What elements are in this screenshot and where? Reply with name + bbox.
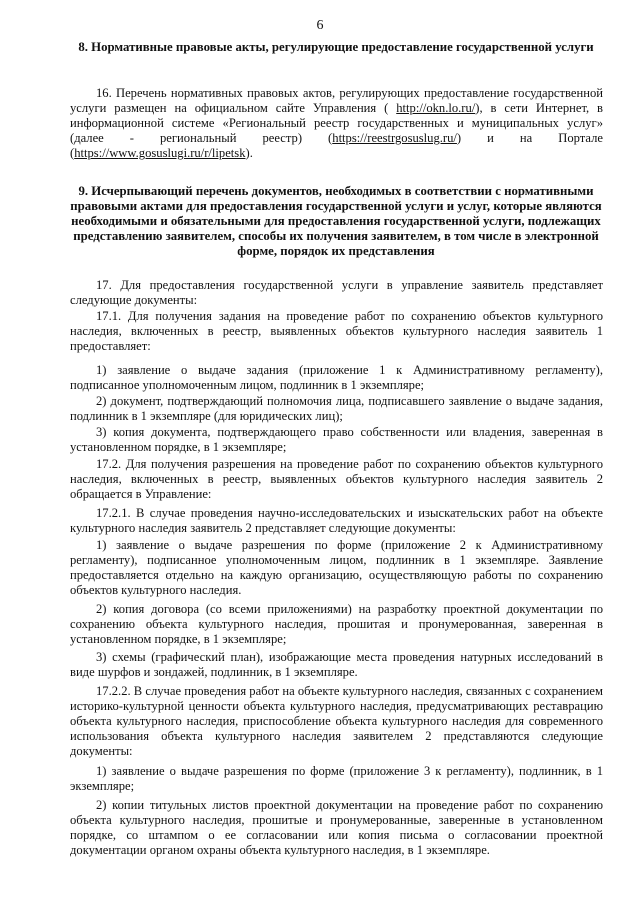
paragraph-16-text-b: ), в сети Интернет, в информационной системе «Региональный реестр государственных и муниципальных услуг» (далее - региональный реестр) ( — [70, 101, 604, 146]
paragraph-17-1-item-2: 2) документ, подтверждающий полномочия лица, подписавшего заявление о выдаче задания, подлинник в 1 экземпляре (для юридических лиц); — [70, 394, 603, 424]
section-9-heading: 9. Исчерпывающий перечень документов, необходимых в соответствии с нормативными правовыми актами для предоставления государственной услуги и услуг, которые являются необходимыми и обязательными для предоставления государственной услуги, подлежащих представлению заявителем, способы их получения заявителем, в том числе в электронной форме, порядок их представления — [70, 184, 602, 258]
section-8-heading: 8. Нормативные правовые акты, регулирующие предоставление государственной услуги — [78, 40, 594, 54]
link-reestr[interactable]: https://reestrgosuslug.ru/ — [332, 131, 457, 146]
paragraph-17-2-1-item-3: 3) схемы (графический план), изображающие места проведения натурных исследований в виде шурфов и зондажей, подлинник, в 1 экземпляре. — [70, 650, 603, 680]
paragraph-17-2-2-item-1: 1) заявление о выдаче разрешения по форме (приложение 3 к регламенту), подлинник, в 1 экземпляре; — [70, 764, 603, 794]
paragraph-17-1-item-1: 1) заявление о выдаче задания (приложение 1 к Административному регламенту), подписанное уполномоченным лицом, подлинник в 1 экземпляре; — [70, 363, 603, 393]
paragraph-16-text-d: ). — [245, 146, 253, 161]
paragraph-17-2-1: 17.2.1. В случае проведения научно-исследовательских и изыскательских работ на объекте культурного наследия заявитель 2 представляет следующие документы: — [70, 506, 603, 536]
link-okn[interactable]: http://okn.lo.ru/ — [396, 101, 476, 116]
paragraph-17-2-1-item-1: 1) заявление о выдаче разрешения по форме (приложение 2 к Административному регламенту), подписанное уполномоченным лицом, подлинник в 1 экземпляре. Заявление предоставляется отдельно на каждую организацию, осуществляющую работы по сохранению объектов культурного наследия. — [70, 538, 603, 598]
paragraph-17-2-2: 17.2.2. В случае проведения работ на объекте культурного наследия, связанных с сохранением историко-культурной ценности объекта культурного наследия, предусматривающих реставрацию объекта культурного наследия, приспособление объекта культурного наследия для современного использования объекта культурного наследия заявителем 2 представляются следующие документы: — [70, 684, 603, 759]
link-gosuslugi[interactable]: https://www.gosuslugi.ru/r/lipetsk — [74, 146, 246, 161]
paragraph-17-2: 17.2. Для получения разрешения на проведение работ по сохранению объектов культурного наследия, включенных в реестр, выявленных объектов культурного наследия заявитель 2 обращается в Управление: — [70, 457, 603, 502]
paragraph-17-1-item-3: 3) копия документа, подтверждающего право собственности или владения, заверенная в установленном порядке, в 1 экземпляре; — [70, 425, 603, 455]
paragraph-16-text-c: ) и на Портале ( — [70, 131, 603, 161]
paragraph-17-1: 17.1. Для получения задания на проведение работ по сохранению объектов культурного наследия, включенных в реестр, выявленных объектов культурного наследия заявитель 1 предоставляет: — [70, 309, 603, 354]
paragraph-17: 17. Для предоставления государственной услуги в управление заявитель представляет следующие документы: — [70, 278, 603, 308]
paragraph-17-2-2-item-2: 2) копии титульных листов проектной документации на проведение работ по сохранению объекта культурного наследия, прошитые и пронумерованные, заверенные в установленном порядке, со штампом о ее согласовании или копия письма о согласовании проектной документации органом охраны объекта культурного наследия, в 1 экземпляре. — [70, 798, 603, 858]
page-number: 6 — [316, 18, 324, 33]
paragraph-16-text-a: 16. Перечень нормативных правовых актов, регулирующих предоставление государственной услуги размещен на официальном сайте Управления ( — [70, 86, 603, 116]
paragraph-16 — [70, 86, 603, 161]
paragraph-17-2-1-item-2: 2) копия договора (со всеми приложениями) на разработку проектной документации по сохранению объекта культурного наследия, прошитая и пронумерованная, заверенная в установленном порядке, в 1 экземпляре; — [70, 602, 603, 647]
